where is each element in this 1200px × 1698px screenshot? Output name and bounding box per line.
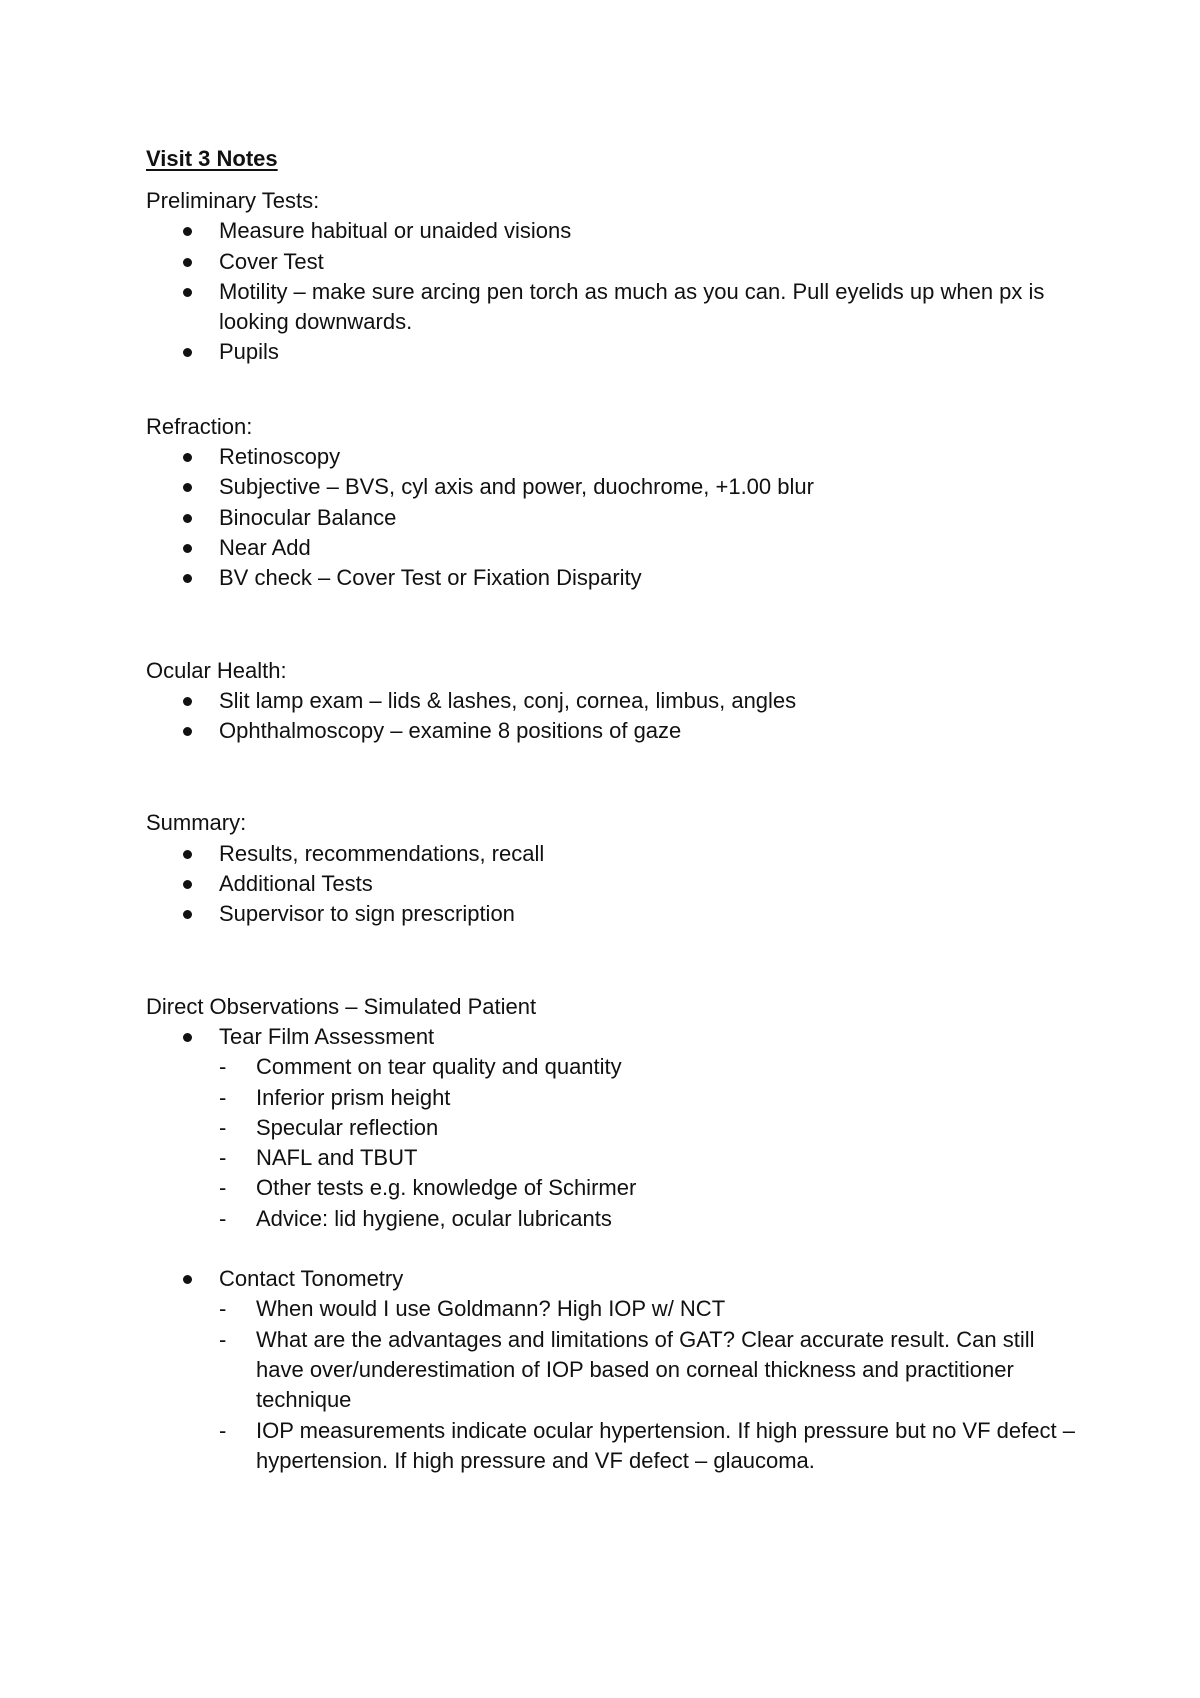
list-item-text: Subjective – BVS, cyl axis and power, duochrome, +1.00 blur xyxy=(219,474,814,500)
dash-item-text: Specular reflection xyxy=(256,1114,439,1140)
list-item-text: Additional Tests xyxy=(219,871,373,897)
list-item-text: Measure habitual or unaided visions xyxy=(219,218,572,244)
list-item xyxy=(146,472,1076,502)
spacer xyxy=(146,594,1076,656)
list-item-text: Results, recommendations, recall xyxy=(219,840,545,866)
section-heading: Summary: xyxy=(146,810,247,836)
list-item xyxy=(146,839,1076,869)
list-item xyxy=(146,337,1076,367)
bullet-icon xyxy=(183,348,192,357)
list-item xyxy=(146,716,1076,746)
dash-icon: - xyxy=(219,1054,227,1080)
list-item-text: Supervisor to sign prescription xyxy=(219,901,515,927)
list-item-text: Tear Film Assessment xyxy=(219,1023,435,1049)
list-item-text: BV check – Cover Test or Fixation Disparity xyxy=(219,565,642,591)
list-item xyxy=(146,277,1076,338)
list-item-text: Cover Test xyxy=(219,248,324,274)
list-item xyxy=(146,869,1076,899)
bullet-icon xyxy=(183,850,192,859)
list-item xyxy=(146,899,1076,929)
document-page xyxy=(146,144,1076,1476)
dash-icon: - xyxy=(219,1175,227,1201)
list-item-text: Motility – make sure arcing pen torch as much as you can. Pull eyelids up when px is looking downwards. xyxy=(219,278,1045,335)
bullet-icon xyxy=(183,910,192,919)
list-item xyxy=(146,563,1076,593)
section-ocular-health xyxy=(146,656,1076,747)
dash-item xyxy=(219,1173,1076,1203)
bullet-icon xyxy=(183,258,192,267)
dash-item-text: When would I use Goldmann? High IOP w/ NCT xyxy=(256,1296,726,1322)
section-heading: Refraction: xyxy=(146,413,253,439)
list-item-text: Slit lamp exam – lids & lashes, conj, cornea, limbus, angles xyxy=(219,687,797,713)
dash-item xyxy=(219,1325,1076,1416)
bullet-icon xyxy=(183,453,192,462)
dash-list xyxy=(219,1294,1076,1476)
list-item-text: Retinoscopy xyxy=(219,444,341,470)
bullet-list xyxy=(146,442,1076,593)
spacer xyxy=(219,1234,1076,1264)
document-title: Visit 3 Notes xyxy=(146,146,278,171)
dash-icon: - xyxy=(219,1205,227,1231)
bullet-icon xyxy=(183,727,192,736)
spacer xyxy=(146,930,1076,992)
bullet-icon xyxy=(183,1275,192,1284)
dash-icon: - xyxy=(219,1084,227,1110)
list-item xyxy=(146,503,1076,533)
section-summary xyxy=(146,808,1076,929)
bullet-list xyxy=(146,216,1076,367)
dash-item-text: IOP measurements indicate ocular hypertension. If high pressure but no VF defect – hypertension. If high pressure and VF defect – glaucoma. xyxy=(256,1417,1075,1473)
bullet-icon xyxy=(183,697,192,706)
list-item-text: Contact Tonometry xyxy=(219,1266,404,1292)
dash-item-text: Other tests e.g. knowledge of Schirmer xyxy=(256,1175,637,1201)
dash-item xyxy=(219,1083,1076,1113)
dash-icon: - xyxy=(219,1114,227,1140)
dash-icon: - xyxy=(219,1326,227,1352)
dash-item xyxy=(219,1052,1076,1082)
section-refraction xyxy=(146,412,1076,594)
bullet-list xyxy=(146,1022,1076,1476)
bullet-icon xyxy=(183,483,192,492)
list-item xyxy=(146,216,1076,246)
bullet-icon xyxy=(183,288,192,297)
dash-item-text: NAFL and TBUT xyxy=(256,1145,418,1171)
list-item xyxy=(146,533,1076,563)
section-direct-observations xyxy=(146,992,1076,1476)
list-item-text: Near Add xyxy=(219,534,311,560)
dash-item xyxy=(219,1416,1076,1477)
list-item-text: Pupils xyxy=(219,339,279,365)
list-item-tonometry xyxy=(146,1264,1076,1476)
bullet-icon xyxy=(183,227,192,236)
dash-list xyxy=(219,1052,1076,1234)
dash-item xyxy=(219,1294,1076,1324)
bullet-icon xyxy=(183,514,192,523)
bullet-list xyxy=(146,839,1076,930)
spacer xyxy=(146,746,1076,808)
bullet-icon xyxy=(183,574,192,583)
section-heading: Ocular Health: xyxy=(146,657,287,683)
bullet-icon xyxy=(183,544,192,553)
spacer xyxy=(146,368,1076,412)
dash-item xyxy=(219,1143,1076,1173)
section-heading: Preliminary Tests: xyxy=(146,188,320,213)
bullet-icon xyxy=(183,1033,192,1042)
section-preliminary-tests xyxy=(146,186,1076,368)
dash-icon: - xyxy=(219,1296,227,1322)
dash-item-text: What are the advantages and limitations of GAT? Clear accurate result. Can still have over/underestimation of IOP based on corneal thickness and practitioner technique xyxy=(256,1326,1035,1413)
bullet-icon xyxy=(183,880,192,889)
list-item xyxy=(146,247,1076,277)
dash-item-text: Advice: lid hygiene, ocular lubricants xyxy=(256,1205,612,1231)
list-item xyxy=(146,686,1076,716)
list-item-tear-film xyxy=(146,1022,1076,1264)
list-item-text: Binocular Balance xyxy=(219,504,397,530)
dash-item-text: Comment on tear quality and quantity xyxy=(256,1054,622,1080)
dash-icon: - xyxy=(219,1417,227,1443)
dash-item xyxy=(219,1113,1076,1143)
list-item xyxy=(146,442,1076,472)
bullet-list xyxy=(146,686,1076,747)
dash-item-text: Inferior prism height xyxy=(256,1084,451,1110)
list-item-text: Ophthalmoscopy – examine 8 positions of gaze xyxy=(219,718,682,744)
dash-item xyxy=(219,1204,1076,1234)
section-heading: Direct Observations – Simulated Patient xyxy=(146,993,537,1019)
dash-icon: - xyxy=(219,1145,227,1171)
